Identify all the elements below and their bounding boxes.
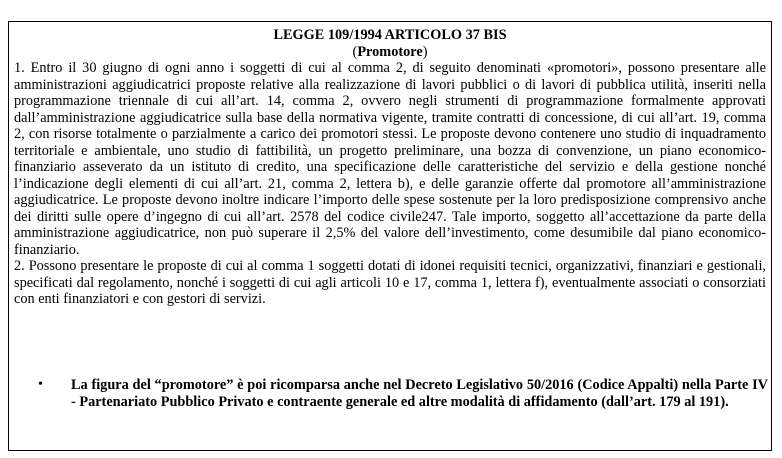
subtitle-close: ) [422, 43, 428, 60]
paragraph-1: 1. Entro il 30 giugno di ogni anno i soggetti di cui al comma 2, di seguito denominati «promotori», possono presentare alle amministrazioni aggiudicatrici proposte relative alla realizzazione di lavori pubblici o di lavori di pubblica utilità, inseriti nella programmazione triennale di cui all’art. 14, comma 2, ovvero negli strumenti di programmazione formalmente approvati dall’amministrazione aggiudicatrice sulla base della normativa vigente, tramite contratti di concessione, di cui all’art. 19, comma 2, con risorse totalmente o parzialmente a carico dei promotori stessi. Le proposte devono contenere uno studio di inquadramento territoriale e ambientale, uno studio di fattibilità, un progetto preliminare, una bozza di convenzione, un piano economico-finanziario asseverato da un istituto di credito, una specificazione delle caratteristiche del servizio e della gestione nonché l’indicazione degli elementi di cui all’art. 21, comma 2, lettera b), e delle garanzie offerte dal promotore all’amministrazione aggiudicatrice. Le proposte devono inoltre indicare l’importo delle spese sostenute per la loro predisposizione comprensivo anche dei diritti sulle opere d’ingegno di cui all’art. 2578 del codice civile247. Tale importo, soggetto all’accettazione da parte della amministrazione aggiudicatrice, non può superare il 2,5% del valore dell’investimento, come desumibile dal piano economico-finanziario. [14, 60, 766, 258]
bullet-icon: • [38, 377, 43, 392]
bullet-text: La figura del “promotore” è poi ricomparsa anche nel Decreto Legislativo 50/2016 (Codice Appalti) nella Parte IV - Partenariato Pubblico Privato e contraente generale ed altre modalità di affidamento (dall’art. 179 al 191). [71, 377, 768, 410]
document-title: LEGGE 109/1994 ARTICOLO 37 BIS [273, 27, 507, 43]
document-body [14, 27, 766, 308]
document-subtitle [14, 44, 766, 61]
subtitle-bold: Promotore [357, 43, 423, 60]
paragraph-2: 2. Possono presentare le proposte di cui al comma 1 soggetti dotati di idonei requisiti tecnici, organizzativi, finanziari e gestionali, specificati dal regolamento, nonché i soggetti di cui agli articoli 10 e 17, comma 1, lettera f), eventualmente associati o consorziati con enti finanziatori e con gestori di servizi. [14, 258, 766, 307]
bullet-item [38, 377, 768, 410]
subtitle-open: ( [352, 43, 358, 60]
